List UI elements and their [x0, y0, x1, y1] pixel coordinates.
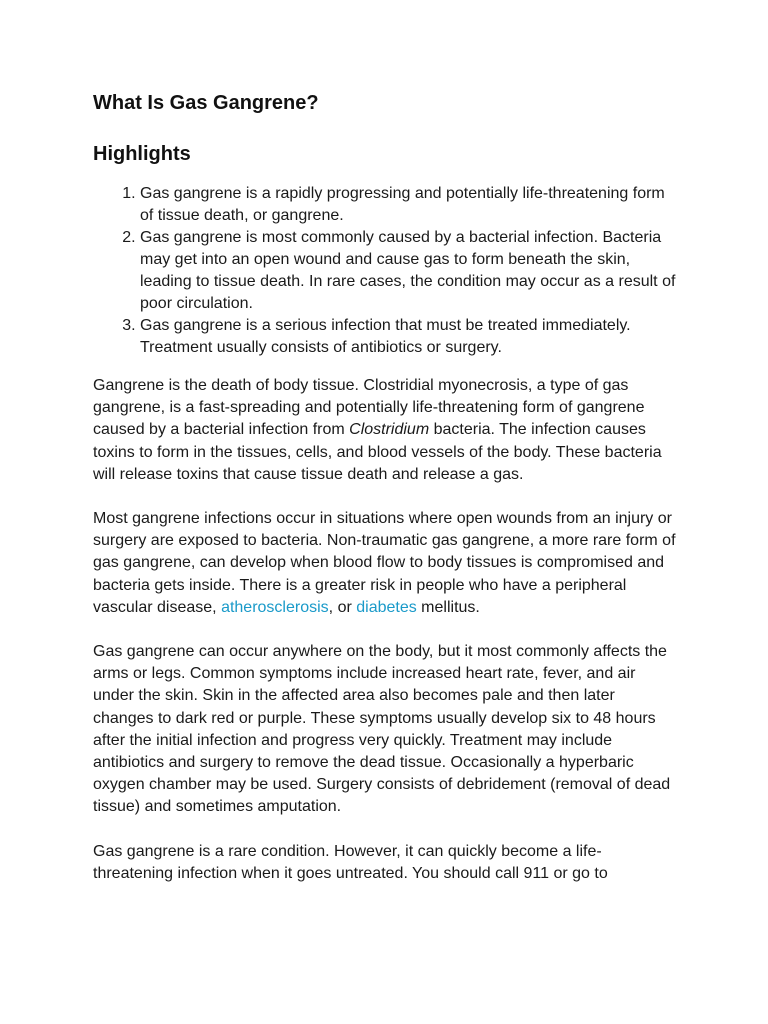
paragraph-definition: [93, 375, 678, 486]
paragraph-text: bacteria. The infection causes toxins to form in the tissues, cells, and blood vessels of the body. These bacteria will release toxins that cause tissue death and release a gas.: [93, 421, 662, 483]
highlight-item: 1. Gas gangrene is a rapidly progressing and potentially life-threatening form of tissue death, or gangrene.: [140, 183, 678, 227]
paragraph-separator: , or: [328, 598, 357, 616]
highlights-list: [93, 183, 678, 359]
atherosclerosis-link[interactable]: atherosclerosis: [221, 598, 329, 616]
diabetes-link[interactable]: diabetes: [356, 598, 417, 616]
paragraph-urgency: Gas gangrene is a rare condition. However, it can quickly become a life-threatening infection when it goes untreated. You should call 911 or go to: [93, 842, 608, 882]
paragraph-causes: [93, 508, 678, 619]
highlights-heading: Highlights: [93, 143, 191, 165]
paragraph-text: Gangrene is the death of body tissue. Clostridial myonecrosis, a type of gas gangrene, is a fast-spreading and potentially life-threatening form of gangrene caused by a bacterial infection from: [93, 377, 645, 439]
page-title: What Is Gas Gangrene?: [93, 92, 319, 114]
paragraph-text: Most gangrene infections occur in situations where open wounds from an injury or surgery are exposed to bacteria. Non-traumatic gas gangrene, a more rare form of gas gangrene, can develop when blood flow to body tissues is compromised and bacteria gets inside. There is a greater risk in people who have a peripheral vascular disease,: [93, 510, 676, 616]
highlight-item: 2. Gas gangrene is most commonly caused by a bacterial infection. Bacteria may get into an open wound and cause gas to form beneath the skin, leading to tissue death. In rare cases, the condition may occur as a result of poor circulation.: [140, 227, 678, 315]
paragraph-text: mellitus.: [416, 598, 480, 616]
highlight-item: 3. Gas gangrene is a serious infection that must be treated immediately. Treatment usually consists of antibiotics or surgery.: [140, 315, 678, 359]
italic-term: Clostridium: [349, 421, 430, 439]
paragraph-symptoms: Gas gangrene can occur anywhere on the body, but it most commonly affects the arms or legs. Common symptoms include increased heart rate, fever, and air under the skin. Skin in the affected area also becomes pale and then later changes to dark red or purple. These symptoms usually develop six to 48 hours after the initial infection and progress very quickly. Treatment may include antibiotics and surgery to remove the dead tissue. Occasionally a hyperbaric oxygen chamber may be used. Surgery consists of debridement (removal of dead tissue) and sometimes amputation.: [93, 643, 671, 816]
